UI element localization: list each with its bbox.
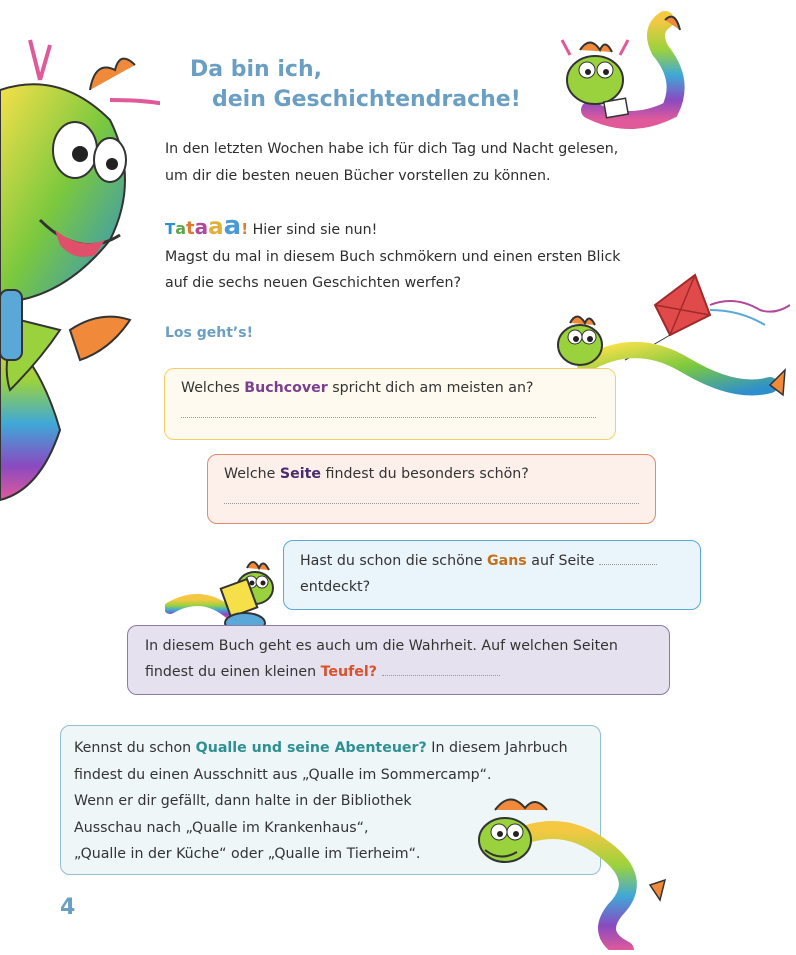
question-box-seite: [207, 454, 656, 524]
highlight-qualle: Qualle und seine Abenteuer?: [195, 740, 427, 756]
question-text-post: spricht dich am meisten an?: [327, 380, 534, 396]
question-text-pre: Welches: [181, 380, 245, 396]
info-text-line-3: Wenn er dir gefällt, dann halte in der Bibliothek: [74, 793, 412, 809]
writing-dragon-illustration: [550, 10, 690, 140]
page-title: [190, 55, 521, 115]
info-text-line-2: findest du einen Ausschnitt aus „Qualle im Sommercamp“.: [74, 766, 492, 783]
answer-line[interactable]: [181, 403, 596, 418]
question-text: [224, 461, 639, 487]
tataaa-line-2: Magst du mal in diesem Buch schmökern und einen ersten Blick: [165, 248, 621, 265]
title-line-2: dein Geschichtendrache!: [212, 87, 521, 112]
title-line-1: Da bin ich,: [190, 57, 322, 82]
intro-line-2: um dir die besten neuen Bücher vorstellen zu können.: [165, 167, 551, 184]
highlight-seite: Seite: [279, 466, 322, 482]
question-text-line-1: In diesem Buch geht es auch um die Wahrheit. Auf welchen Seiten: [145, 638, 618, 654]
question-box-buchcover: [164, 368, 616, 440]
tata-letter: a: [194, 215, 209, 239]
question-text: [181, 375, 599, 401]
highlight-teufel: Teufel?: [320, 664, 377, 680]
intro-line-1: In den letzten Wochen habe ich für dich Tag und Nacht gelesen,: [165, 141, 619, 157]
question-text-pre: Hast du schon die schöne: [300, 553, 487, 569]
info-text-post: In diesem Jahrbuch: [426, 740, 568, 756]
question-text-pre: findest du einen kleinen: [145, 664, 321, 680]
info-text-pre: Kennst du schon: [74, 740, 196, 756]
info-text-line-5: „Qualle in der Küche“ oder „Qualle im Tierheim“.: [74, 846, 421, 862]
lets-go-heading: Los geht’s!: [165, 325, 253, 341]
question-text-post: auf Seite: [526, 553, 595, 569]
highlight-buchcover: Buchcover: [244, 380, 328, 396]
tataaa-line-3: auf die sechs neuen Geschichten werfen?: [165, 275, 461, 291]
tata-letter: a: [208, 214, 224, 240]
tata-letter: T: [165, 220, 176, 238]
question-text-post: findest du besonders schön?: [321, 466, 529, 482]
bottom-dragon-illustration: [455, 790, 670, 950]
answer-line[interactable]: [382, 661, 500, 676]
question-text-line-2: [145, 659, 652, 685]
question-box-gans: [283, 540, 701, 610]
page-number: 4: [60, 895, 76, 920]
big-dragon-illustration: [0, 30, 160, 510]
tataaa-rest: Hier sind sie nun!: [252, 222, 378, 238]
highlight-gans: Gans: [486, 553, 527, 569]
info-text-line-4: Ausschau nach „Qualle im Krankenhaus“,: [74, 819, 369, 836]
tata-letter: t: [186, 218, 195, 239]
question-text-line-2: entdeckt?: [300, 579, 371, 595]
tata-letter: a: [223, 211, 242, 241]
tata-letter: a: [175, 219, 187, 238]
answer-line[interactable]: [224, 489, 639, 504]
info-text-line-1: [74, 735, 587, 762]
intro-paragraph: [165, 136, 725, 189]
tataaa-line-1: [165, 213, 725, 244]
tata-exclaim: !: [241, 220, 249, 238]
question-text: [300, 548, 684, 574]
question-text-pre: Welche: [224, 466, 280, 482]
question-box-teufel: [127, 625, 670, 695]
answer-line[interactable]: [599, 550, 657, 565]
tataaa-word: [165, 211, 253, 241]
